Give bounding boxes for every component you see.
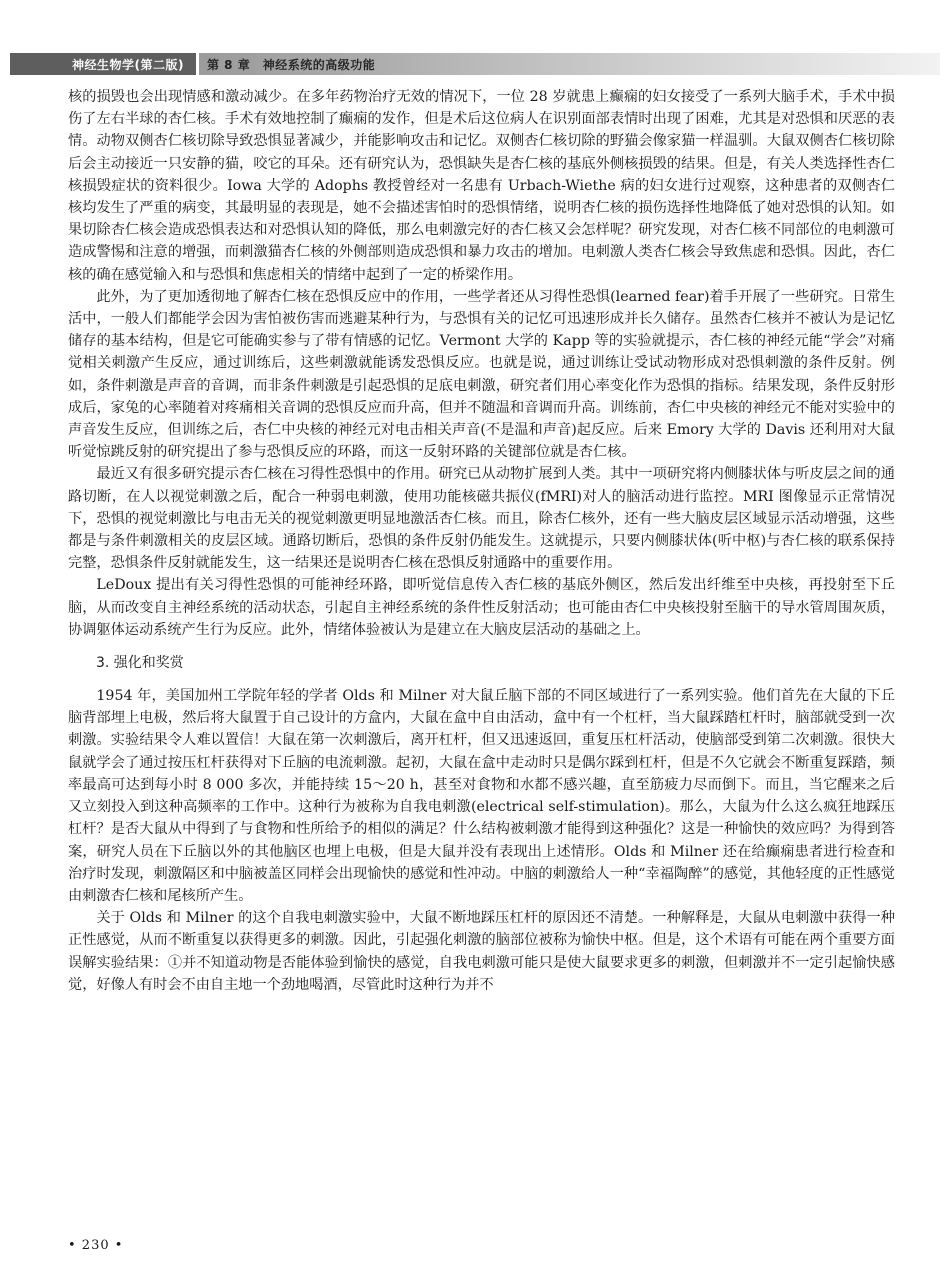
paragraph-learned-fear: 此外，为了更加透彻地了解杏仁核在恐惧反应中的作用，一些学者还从习得性恐惧(learned fear)着手开展了一些研究。日常生活中，一般人们都能学会因为害怕被伤害而逃避某种行为，与恐惧有关的记忆可迅速形成并长久储存。虽然杏仁核并不被认为是记忆储存的基本结构，但是它可能确实参与了带有情感的记忆。Vermont 大学的 Kapp 等的实验就提示，杏仁核的神经元能“学会”对痛觉相关刺激产生反应，通过训练后，这些刺激就能诱发恐惧反应。也就是说，通过训练让受试动物形成对恐惧刺激的条件反射。例如，条件刺激是声音的音调，而非条件刺激是引起恐惧的足底电刺激，研究者们用心率变化作为恐惧的指标。结果发现，条件反射形成后，家兔的心率随着对疼痛相关音调的恐惧反应而升高，但并不随温和音调而升高。训练前，杏仁中央核的神经元不能对实验中的声音发生反应，但训练之后，杏仁中央核的神经元对电击相关声音(不是温和声音)起反应。后来 Emory 大学的 Davis 还利用对大鼠听觉惊跳反射的研究提出了参与恐惧反应的环路，而这一反射环路的关键部位就是杏仁核。 [68, 288, 895, 461]
paragraph-amygdala-lesion: 核的损毁也会出现情感和激动减少。在多年药物治疗无效的情况下，一位 28 岁就患上癫痫的妇女接受了一系列大脑手术，手术中损伤了左右半球的杏仁核。手术有效地控制了癫痫的发作，但是术后这位病人在识别面部表情时出现了困难，尤其是对恐惧和厌恶的表情。动物双侧杏仁核切除导致恐惧显著减少，并能影响攻击和记忆。双侧杏仁核切除的野猫会像家猫一样温驯。大鼠双侧杏仁核切除后会主动接近一只安静的猫，咬它的耳朵。还有研究认为，恐惧缺失是杏仁核的基底外侧核损毁的结果。但是，有关人类选择性杏仁核损毁症状的资料很少。Iowa 大学的 Adophs 教授曾经对一名患有 Urbach-Wiethe 病的妇女进行过观察，这种患者的双侧杏仁核均发生了严重的病变，其最明显的表现是，她不会描述害怕时的恐惧情绪，说明杏仁核的损伤选择性地降低了她对恐惧的认知。如果切除杏仁核会造成恐惧表达和对恐惧认知的降低，那么电刺激完好的杏仁核又会怎样呢？研究发现，对杏仁核不同部位的电刺激可造成警惕和注意的增强，而刺激猫杏仁核的外侧部则造成恐惧和暴力攻击的增加。电刺激人类杏仁核会导致焦虑和恐惧。因此，杏仁核的确在感觉输入和与恐惧和焦虑相关的情绪中起到了一定的桥梁作用。 [68, 89, 895, 283]
section-heading: 3. 强化和奖赏 [96, 655, 184, 672]
page-number: • 230 • [68, 1238, 124, 1253]
book-title: 神经生物学(第二版) [10, 53, 196, 75]
paragraph-olds-milner-experiment: 1954 年，美国加州工学院年轻的学者 Olds 和 Milner 对大鼠丘脑下部的不同区域进行了一系列实验。他们首先在大鼠的下丘脑背部埋上电极，然后将大鼠置于自己设计的方盒内，大鼠在盒中自由活动，盒中有一个杠杆，当大鼠踩踏杠杆时，脑部就受到一次刺激。实验结果令人难以置信！大鼠在第一次刺激后，离开杠杆，但又迅速返回，重复压杠杆活动，使脑部受到第二次刺激。很快大鼠就学会了通过按压杠杆获得对下丘脑的电流刺激。起初，大鼠在盒中走动时只是偶尔踩到杠杆，但是不久它就会不断重复踩踏，频率最高可达到每小时 8 000 多次，并能持续 15～20 h，甚至对食物和水都不感兴趣，直至筋疲力尽而倒下。而且，当它醒来之后又立刻投入到这种高频率的工作中。这种行为被称为自我电刺激(electrical self-stimulation)。那么，大鼠为什么这么疯狂地踩压杠杆？是否大鼠从中得到了与食物和性所给予的相似的满足？什么结构被刺激才能得到这种强化？这是一种愉快的效应吗？为得到答案，研究人员在下丘脑以外的其他脑区也埋上电极，但是大鼠并没有表现出上述情形。Olds 和 Milner 还在给癫痫患者进行检查和治疗时发现，刺激隔区和中脑被盖区同样会出现愉快的感觉和性冲动。中脑的刺激给人一种“幸福陶醉”的感觉，其他轻度的正性感觉由刺激杏仁核和尾核所产生。 [68, 688, 895, 904]
paragraph-ledoux-circuit: LeDoux 提出有关习得性恐惧的可能神经环路，即听觉信息传入杏仁核的基底外侧区，然后发出纤维至中央核，再投射至下丘脑，从而改变自主神经系统的活动状态，引起自主神经系统的条件性反射活动；也可能由杏仁中央核投射至脑干的导水管周围灰质，协调躯体运动系统产生行为反应。此外，情绪体验被认为是建立在大脑皮层活动的基础之上。 [68, 577, 895, 638]
paragraph-fmri-study: 最近又有很多研究提示杏仁核在习得性恐惧中的作用。研究已从动物扩展到人类。其中一项研究将内侧膝状体与听皮层之间的通路切断，在人以视觉刺激之后，配合一种弱电刺激，使用功能核磁共振仪(fMRI)对人的脑活动进行监控。MRI 图像显示正常情况下，恐惧的视觉刺激比与电击无关的视觉刺激更明显地激活杏仁核。而且，除杏仁核外，还有一些大脑皮层区域显示活动增强，这些都是与条件刺激相关的皮层区域。通路切断后，恐惧的条件反射仍能发生。这就提示，只要内侧膝状体(听中枢)与杏仁核的联系保持完整，恐惧条件反射就能发生，这一结果还是说明杏仁核在恐惧反射通路中的重要作用。 [68, 466, 895, 572]
chapter-title: 第 8 章 神经系统的高级功能 [206, 57, 376, 72]
page-body [68, 86, 895, 996]
running-header [10, 53, 940, 75]
paragraph-pleasure-center: 关于 Olds 和 Milner 的这个自我电刺激实验中，大鼠不断地踩压杠杆的原因还不清楚。一种解释是，大鼠从电刺激中获得一种正性感觉，从而不断重复以获得更多的刺激。因此，引起强化刺激的脑部位被称为愉快中枢。但是，这个术语有可能在两个重要方面误解实验结果：①并不知道动物是否能体验到愉快的感觉，自我电刺激可能只是使大鼠要求更多的刺激，但刺激并不一定引起愉快感觉，好像人有时会不由自主地一个劲地喝酒，尽管此时这种行为并不 [68, 910, 895, 993]
